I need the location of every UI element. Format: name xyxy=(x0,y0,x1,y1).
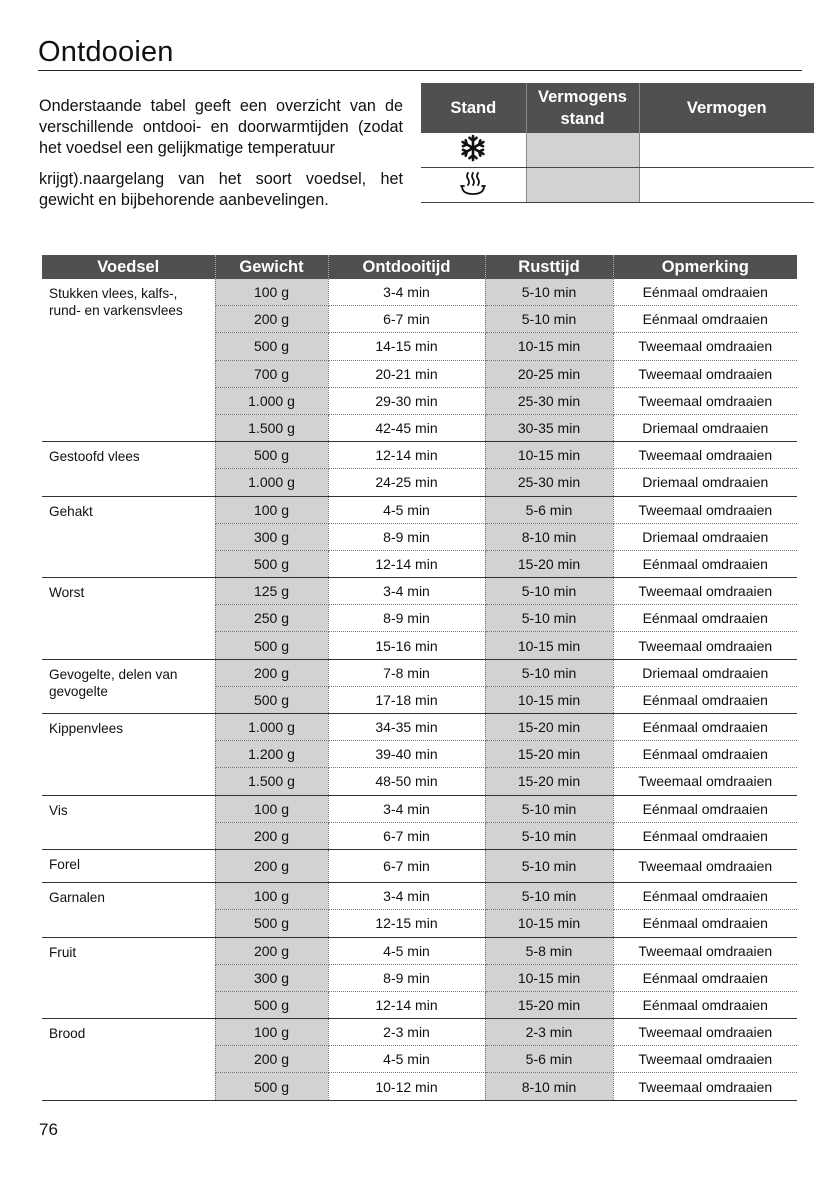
remark-cell: Tweemaal omdraaien xyxy=(613,768,797,795)
defrost-time-cell: 4-5 min xyxy=(328,1046,485,1073)
remark-cell: Tweemaal omdraaien xyxy=(613,496,797,523)
defrost-time-cell: 3-4 min xyxy=(328,279,485,306)
table-row xyxy=(42,659,797,686)
remark-cell: Driemaal omdraaien xyxy=(613,469,797,496)
table-row xyxy=(42,795,797,822)
food-cell: Forel xyxy=(42,849,215,882)
food-cell: Brood xyxy=(42,1019,215,1101)
weight-cell: 200 g xyxy=(215,937,328,964)
food-cell: Stukken vlees, kalfs-, rund- en varkensvlees xyxy=(42,279,215,442)
remark-cell: Tweemaal omdraaien xyxy=(613,1019,797,1046)
defrost-time-cell: 14-15 min xyxy=(328,333,485,360)
weight-cell: 500 g xyxy=(215,910,328,937)
table-row xyxy=(42,578,797,605)
defrost-time-cell: 7-8 min xyxy=(328,659,485,686)
rest-time-cell: 25-30 min xyxy=(485,387,613,414)
defrost-table xyxy=(42,255,797,1101)
weight-cell: 500 g xyxy=(215,991,328,1018)
rest-time-cell: 5-10 min xyxy=(485,849,613,882)
defrost-time-cell: 12-14 min xyxy=(328,991,485,1018)
table-row xyxy=(42,279,797,306)
rest-time-cell: 20-25 min xyxy=(485,360,613,387)
weight-cell: 500 g xyxy=(215,1073,328,1100)
remark-cell: Eénmaal omdraaien xyxy=(613,686,797,713)
rest-time-cell: 5-10 min xyxy=(485,795,613,822)
rest-time-cell: 30-35 min xyxy=(485,414,613,441)
weight-cell: 1.500 g xyxy=(215,768,328,795)
remark-cell: Tweemaal omdraaien xyxy=(613,849,797,882)
weight-cell: 100 g xyxy=(215,1019,328,1046)
weight-cell: 100 g xyxy=(215,279,328,306)
table-row xyxy=(42,883,797,910)
table-row xyxy=(42,442,797,469)
defrost-time-cell: 15-16 min xyxy=(328,632,485,659)
defrost-time-cell: 3-4 min xyxy=(328,883,485,910)
defrost-time-cell: 4-5 min xyxy=(328,496,485,523)
weight-cell: 200 g xyxy=(215,659,328,686)
remark-cell: Eénmaal omdraaien xyxy=(613,991,797,1018)
weight-cell: 100 g xyxy=(215,496,328,523)
header-food: Voedsel xyxy=(42,255,215,279)
remark-cell: Eénmaal omdraaien xyxy=(613,822,797,849)
food-cell: Vis xyxy=(42,795,215,849)
mode-row-heat xyxy=(421,168,814,203)
weight-cell: 500 g xyxy=(215,550,328,577)
defrost-time-cell: 8-9 min xyxy=(328,523,485,550)
rest-time-cell: 5-6 min xyxy=(485,1046,613,1073)
rest-time-cell: 10-15 min xyxy=(485,964,613,991)
remark-cell: Eénmaal omdraaien xyxy=(613,795,797,822)
rest-time-cell: 25-30 min xyxy=(485,469,613,496)
defrost-time-cell: 10-12 min xyxy=(328,1073,485,1100)
remark-cell: Tweemaal omdraaien xyxy=(613,387,797,414)
page-number: 76 xyxy=(39,1120,58,1139)
intro-paragraph-1: Onderstaande tabel geeft een overzicht van de verschillende ontdooi- en doorwarmtijden (zodat het voedsel een gelijkmatige temperatuur xyxy=(39,97,403,157)
weight-cell: 300 g xyxy=(215,964,328,991)
remark-cell: Tweemaal omdraaien xyxy=(613,360,797,387)
mode-power-level-cell xyxy=(526,168,639,203)
rest-time-cell: 5-8 min xyxy=(485,937,613,964)
rest-time-cell: 10-15 min xyxy=(485,910,613,937)
weight-cell: 200 g xyxy=(215,822,328,849)
rest-time-cell: 15-20 min xyxy=(485,714,613,741)
defrost-time-cell: 8-9 min xyxy=(328,605,485,632)
rest-time-cell: 5-10 min xyxy=(485,883,613,910)
weight-cell: 300 g xyxy=(215,523,328,550)
page-title: Ontdooien xyxy=(38,36,174,68)
weight-cell: 500 g xyxy=(215,686,328,713)
weight-cell: 125 g xyxy=(215,578,328,605)
mode-header-power-level: Vermogens stand xyxy=(526,83,639,133)
food-cell: Garnalen xyxy=(42,883,215,937)
table-row xyxy=(42,937,797,964)
rest-time-cell: 8-10 min xyxy=(485,523,613,550)
defrost-table-body xyxy=(42,279,797,1100)
remark-cell: Eénmaal omdraaien xyxy=(613,306,797,333)
rest-time-cell: 15-20 min xyxy=(485,741,613,768)
weight-cell: 1.000 g xyxy=(215,387,328,414)
remark-cell: Eénmaal omdraaien xyxy=(613,741,797,768)
table-row xyxy=(42,1019,797,1046)
weight-cell: 500 g xyxy=(215,333,328,360)
defrost-time-cell: 17-18 min xyxy=(328,686,485,713)
rest-time-cell: 5-10 min xyxy=(485,605,613,632)
remark-cell: Eénmaal omdraaien xyxy=(613,550,797,577)
defrost-time-cell: 24-25 min xyxy=(328,469,485,496)
defrost-time-cell: 6-7 min xyxy=(328,822,485,849)
weight-cell: 200 g xyxy=(215,1046,328,1073)
weight-cell: 100 g xyxy=(215,795,328,822)
rest-time-cell: 15-20 min xyxy=(485,768,613,795)
remark-cell: Eénmaal omdraaien xyxy=(613,883,797,910)
mode-row-defrost xyxy=(421,133,814,168)
rest-time-cell: 10-15 min xyxy=(485,632,613,659)
remark-cell: Tweemaal omdraaien xyxy=(613,442,797,469)
remark-cell: Tweemaal omdraaien xyxy=(613,937,797,964)
defrost-table-header xyxy=(42,255,797,279)
defrost-time-cell: 12-14 min xyxy=(328,550,485,577)
heat-waves-icon xyxy=(458,169,488,197)
rest-time-cell: 5-10 min xyxy=(485,279,613,306)
weight-cell: 250 g xyxy=(215,605,328,632)
snowflake-icon xyxy=(459,134,487,162)
defrost-time-cell: 12-15 min xyxy=(328,910,485,937)
defrost-time-cell: 6-7 min xyxy=(328,306,485,333)
rest-time-cell: 10-15 min xyxy=(485,333,613,360)
food-cell: Kippenvlees xyxy=(42,714,215,796)
weight-cell: 700 g xyxy=(215,360,328,387)
mode-power-cell xyxy=(639,168,814,203)
rest-time-cell: 2-3 min xyxy=(485,1019,613,1046)
mode-stand-cell xyxy=(421,168,526,203)
remark-cell: Eénmaal omdraaien xyxy=(613,605,797,632)
defrost-time-cell: 29-30 min xyxy=(328,387,485,414)
rest-time-cell: 5-10 min xyxy=(485,659,613,686)
rest-time-cell: 15-20 min xyxy=(485,550,613,577)
header-rest-time: Rusttijd xyxy=(485,255,613,279)
rest-time-cell: 10-15 min xyxy=(485,442,613,469)
defrost-time-cell: 12-14 min xyxy=(328,442,485,469)
mode-stand-cell xyxy=(421,133,526,168)
rest-time-cell: 10-15 min xyxy=(485,686,613,713)
defrost-time-cell: 34-35 min xyxy=(328,714,485,741)
rest-time-cell: 5-10 min xyxy=(485,822,613,849)
mode-power-level-cell xyxy=(526,133,639,168)
mode-power-cell xyxy=(639,133,814,168)
remark-cell: Eénmaal omdraaien xyxy=(613,964,797,991)
mode-table xyxy=(421,83,814,203)
mode-header-power: Vermogen xyxy=(639,83,814,133)
food-cell: Gestoofd vlees xyxy=(42,442,215,496)
remark-cell: Driemaal omdraaien xyxy=(613,523,797,550)
table-row xyxy=(42,714,797,741)
remark-cell: Eénmaal omdraaien xyxy=(613,714,797,741)
weight-cell: 200 g xyxy=(215,306,328,333)
rest-time-cell: 5-10 min xyxy=(485,306,613,333)
remark-cell: Tweemaal omdraaien xyxy=(613,1073,797,1100)
remark-cell: Tweemaal omdraaien xyxy=(613,632,797,659)
weight-cell: 1.200 g xyxy=(215,741,328,768)
remark-cell: Tweemaal omdraaien xyxy=(613,333,797,360)
defrost-time-cell: 48-50 min xyxy=(328,768,485,795)
header-weight: Gewicht xyxy=(215,255,328,279)
defrost-time-cell: 20-21 min xyxy=(328,360,485,387)
weight-cell: 1.000 g xyxy=(215,714,328,741)
remark-cell: Tweemaal omdraaien xyxy=(613,578,797,605)
defrost-time-cell: 2-3 min xyxy=(328,1019,485,1046)
remark-cell: Driemaal omdraaien xyxy=(613,659,797,686)
remark-cell: Tweemaal omdraaien xyxy=(613,1046,797,1073)
title-divider xyxy=(38,70,802,71)
defrost-time-cell: 39-40 min xyxy=(328,741,485,768)
intro-paragraph-2: krijgt).naargelang van het soort voedsel, het gewicht en bijbehorende aanbevelingen. xyxy=(39,170,403,209)
food-cell: Gevogelte, delen van gevogelte xyxy=(42,659,215,713)
remark-cell: Driemaal omdraaien xyxy=(613,414,797,441)
weight-cell: 100 g xyxy=(215,883,328,910)
defrost-time-cell: 3-4 min xyxy=(328,578,485,605)
header-remark: Opmerking xyxy=(613,255,797,279)
weight-cell: 500 g xyxy=(215,632,328,659)
remark-cell: Eénmaal omdraaien xyxy=(613,910,797,937)
food-cell: Gehakt xyxy=(42,496,215,578)
rest-time-cell: 5-6 min xyxy=(485,496,613,523)
defrost-time-cell: 8-9 min xyxy=(328,964,485,991)
weight-cell: 1.000 g xyxy=(215,469,328,496)
food-cell: Worst xyxy=(42,578,215,660)
weight-cell: 1.500 g xyxy=(215,414,328,441)
remark-cell: Eénmaal omdraaien xyxy=(613,279,797,306)
defrost-time-cell: 42-45 min xyxy=(328,414,485,441)
weight-cell: 200 g xyxy=(215,849,328,882)
table-row xyxy=(42,849,797,882)
rest-time-cell: 15-20 min xyxy=(485,991,613,1018)
defrost-time-cell: 6-7 min xyxy=(328,849,485,882)
defrost-time-cell: 3-4 min xyxy=(328,795,485,822)
rest-time-cell: 8-10 min xyxy=(485,1073,613,1100)
header-defrost-time: Ontdooitijd xyxy=(328,255,485,279)
weight-cell: 500 g xyxy=(215,442,328,469)
defrost-time-cell: 4-5 min xyxy=(328,937,485,964)
mode-header-stand: Stand xyxy=(421,83,526,133)
rest-time-cell: 5-10 min xyxy=(485,578,613,605)
food-cell: Fruit xyxy=(42,937,215,1019)
table-row xyxy=(42,496,797,523)
intro-text xyxy=(39,96,403,211)
